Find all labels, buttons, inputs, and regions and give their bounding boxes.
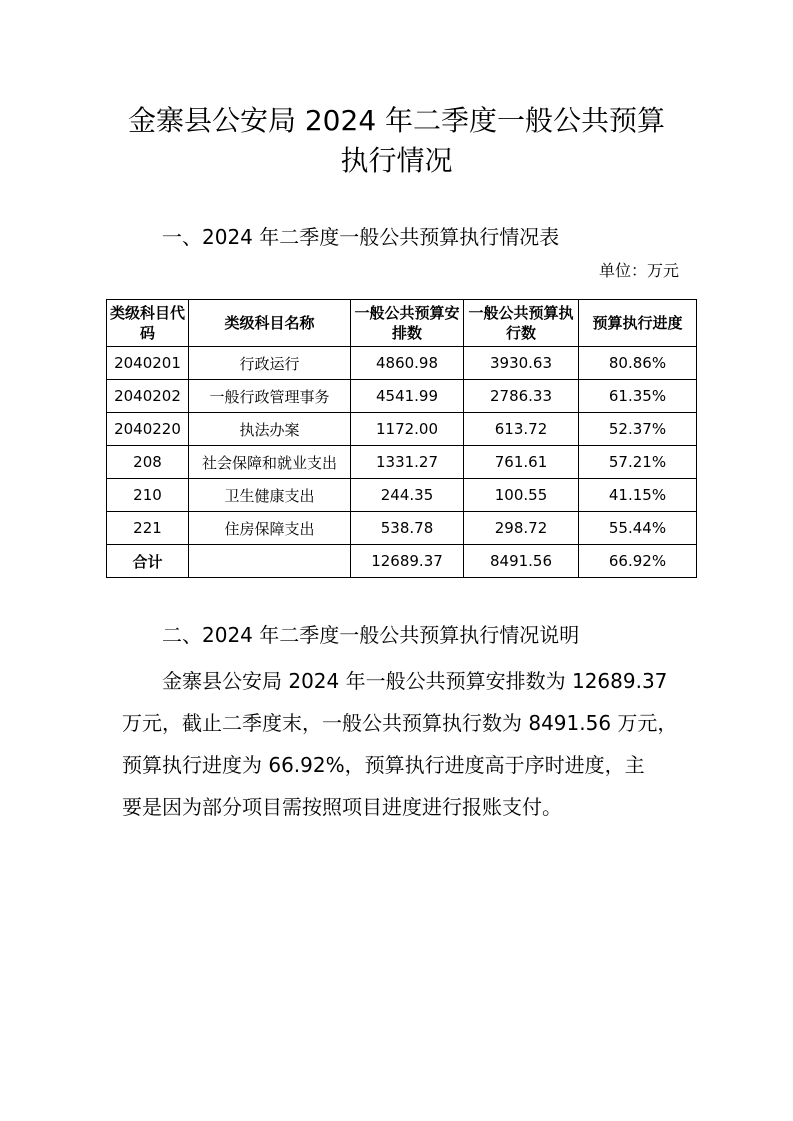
cell-executed: 100.55: [464, 479, 579, 512]
explanation-paragraph: [122, 660, 682, 828]
cell-progress: 61.35%: [579, 380, 697, 413]
cell-progress: 52.37%: [579, 413, 697, 446]
cell-name: 行政运行: [189, 347, 351, 380]
cell-code: 2040201: [107, 347, 189, 380]
table-row: [107, 479, 697, 512]
total-executed: 8491.56: [464, 545, 579, 578]
cell-executed: 298.72: [464, 512, 579, 545]
cell-code: 208: [107, 446, 189, 479]
header-progress: 预算执行进度: [579, 300, 697, 347]
unit-label: 单位：万元: [599, 261, 680, 280]
header-budget: 一般公共预算安排数: [351, 300, 464, 347]
table-total-row: [107, 545, 697, 578]
cell-budget: 244.35: [351, 479, 464, 512]
total-progress: 66.92%: [579, 545, 697, 578]
cell-budget: 538.78: [351, 512, 464, 545]
cell-code: 2040220: [107, 413, 189, 446]
paragraph-line: 万元，截止二季度末，一般公共预算执行数为 8491.56 万元，: [122, 711, 678, 735]
total-budget: 12689.37: [351, 545, 464, 578]
table-row: [107, 512, 697, 545]
cell-progress: 80.86%: [579, 347, 697, 380]
section2-heading: 二、2024 年二季度一般公共预算执行情况说明: [162, 623, 580, 647]
paragraph-line: 要是因为部分项目需按照项目进度进行报账支付。: [122, 795, 562, 819]
cell-budget: 1331.27: [351, 446, 464, 479]
cell-name: 住房保障支出: [189, 512, 351, 545]
cell-name: 一般行政管理事务: [189, 380, 351, 413]
cell-name: 卫生健康支出: [189, 479, 351, 512]
document-title-line2: 执行情况: [340, 144, 453, 177]
document-title-line1: 金寨县公安局 2024 年二季度一般公共预算: [127, 104, 666, 137]
cell-progress: 55.44%: [579, 512, 697, 545]
cell-name: 执法办案: [189, 413, 351, 446]
cell-budget: 4541.99: [351, 380, 464, 413]
cell-executed: 3930.63: [464, 347, 579, 380]
paragraph-line: 预算执行进度为 66.92%，预算执行进度高于序时进度，主: [122, 753, 645, 777]
cell-budget: 1172.00: [351, 413, 464, 446]
cell-executed: 761.61: [464, 446, 579, 479]
header-name: 类级科目名称: [189, 300, 351, 347]
paragraph-line: 金寨县公安局 2024 年一般公共预算安排数为 12689.37: [162, 669, 668, 693]
table-row: [107, 446, 697, 479]
cell-progress: 57.21%: [579, 446, 697, 479]
total-name: [189, 545, 351, 578]
section1-heading: 一、2024 年二季度一般公共预算执行情况表: [162, 225, 560, 249]
cell-executed: 613.72: [464, 413, 579, 446]
table-row: [107, 347, 697, 380]
table-row: [107, 380, 697, 413]
table-row: [107, 413, 697, 446]
cell-progress: 41.15%: [579, 479, 697, 512]
cell-executed: 2786.33: [464, 380, 579, 413]
table-header-row: [107, 300, 697, 347]
cell-budget: 4860.98: [351, 347, 464, 380]
cell-name: 社会保障和就业支出: [189, 446, 351, 479]
budget-table: [106, 299, 697, 578]
cell-code: 221: [107, 512, 189, 545]
cell-code: 2040202: [107, 380, 189, 413]
cell-code: 210: [107, 479, 189, 512]
total-label: 合计: [107, 545, 189, 578]
header-executed: 一般公共预算执行数: [464, 300, 579, 347]
header-code: 类级科目代码: [107, 300, 189, 347]
